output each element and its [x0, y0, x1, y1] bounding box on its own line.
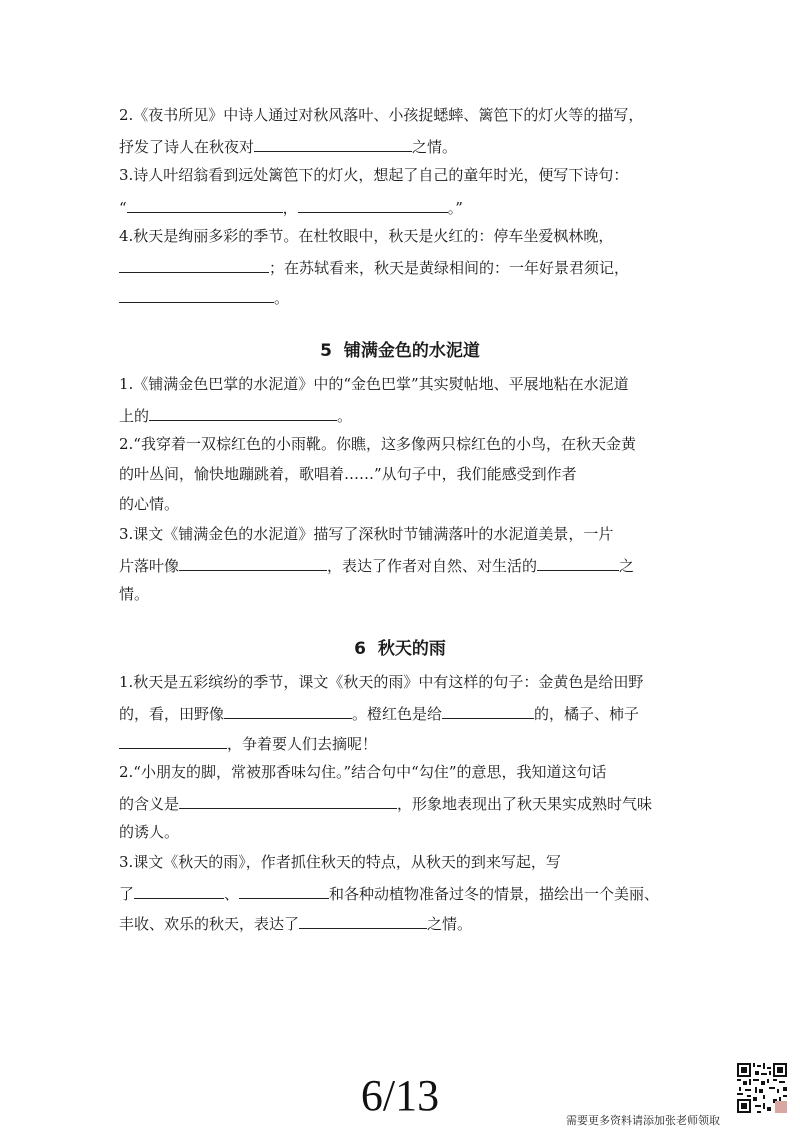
s5-q3-line-2: 片落叶像 ，表达了作者对自然、对生活的 之 [119, 554, 634, 576]
answer-blank[interactable] [119, 286, 274, 303]
section-title: 铺满金色的水泥道 [343, 341, 480, 361]
s5-q2-line-2: 的叶丛间，愉快地蹦跳着，歌唱着……”从句子中，我们能感受到作者 [119, 465, 577, 483]
answer-blank[interactable] [119, 256, 269, 273]
s5-q2-line-1: 2.“我穿着一双棕红色的小雨靴。你瞧，这多像两只棕红色的小鸟，在秋天金黄 [119, 435, 636, 453]
s5-q1-line-2: 上的 。 [119, 404, 352, 426]
answer-blank[interactable] [442, 702, 534, 719]
answer-blank[interactable] [299, 912, 427, 929]
s6-q2-line-3: 的诱人。 [119, 823, 180, 841]
answer-blank[interactable] [298, 196, 448, 213]
answer-blank[interactable] [179, 792, 397, 809]
answer-blank[interactable] [149, 404, 337, 421]
s6-q1-line-2: 的，看，田野像 。橙红色是给 的，橘子、柿子 [119, 702, 639, 724]
s5-q1-line-1: 1.《铺满金色巴掌的水泥道》中的“金色巴掌”其实熨帖地、平展地粘在水泥道 [119, 375, 629, 393]
s5-q3-line-3: 情。 [119, 585, 150, 603]
answer-blank[interactable] [537, 554, 619, 571]
qr-code-icon [737, 1063, 787, 1113]
s6-q2-line-2: 的含义是 ，形象地表现出了秋天果实成熟时气味 [119, 792, 652, 814]
q2-line-2: 抒发了诗人在秋夜对 之情。 [119, 135, 457, 157]
section-number: 6 [354, 639, 366, 659]
q4-line-3: 。 [119, 286, 289, 308]
s6-q2-line-1: 2.“小朋友的脚，常被那香味勾住。”结合句中“勾住”的意思，我知道这句话 [119, 763, 607, 781]
q3-line-1: 3.诗人叶绍翁看到远处篱笆下的灯火，想起了自己的童年时光，便写下诗句： [119, 166, 629, 184]
page-number: 6/13 [360, 1071, 440, 1120]
answer-blank[interactable] [119, 732, 227, 749]
section-6-heading [0, 638, 800, 660]
answer-blank[interactable] [179, 554, 327, 571]
answer-blank[interactable] [239, 882, 329, 899]
section-number: 5 [320, 341, 332, 361]
s6-q3-line-2: 了 、 和各种动植物准备过冬的情景，描绘出一个美丽、 [119, 882, 659, 904]
q3-line-2: “ ， 。” [119, 196, 463, 218]
s6-q1-line-1: 1.秋天是五彩缤纷的季节，课文《秋天的雨》中有这样的句子：金黄色是给田野 [119, 673, 644, 691]
footer-note: 需要更多资料请添加张老师领取 [566, 1114, 720, 1127]
s6-q1-line-3: ，争着要人们去摘呢！ [119, 732, 377, 754]
answer-blank[interactable] [224, 702, 352, 719]
section-5-heading [0, 340, 800, 362]
s6-q3-line-3: 丰收、欢乐的秋天，表达了 之情。 [119, 912, 472, 934]
s6-q3-line-1: 3.课文《秋天的雨》，作者抓住秋天的特点，从秋天的到来写起，写 [119, 853, 561, 871]
q4-line-1: 4.秋天是绚丽多彩的季节。在杜牧眼中，秋天是火红的：停车坐爱枫林晚， [119, 227, 614, 245]
answer-blank[interactable] [134, 882, 224, 899]
s5-q2-line-3: 的心情。 [119, 495, 180, 513]
q2-line-1: 2.《夜书所见》中诗人通过对秋风落叶、小孩捉蟋蟀、篱笆下的灯火等的描写， [119, 106, 644, 124]
answer-blank[interactable] [127, 196, 283, 213]
s5-q3-line-1: 3.课文《铺满金色的水泥道》描写了深秋时节铺满落叶的水泥道美景，一片 [119, 525, 614, 543]
section-title: 秋天的雨 [377, 639, 446, 659]
q4-line-2: ；在苏轼看来，秋天是黄绿相间的：一年好景君须记， [119, 256, 629, 278]
answer-blank[interactable] [254, 135, 412, 152]
